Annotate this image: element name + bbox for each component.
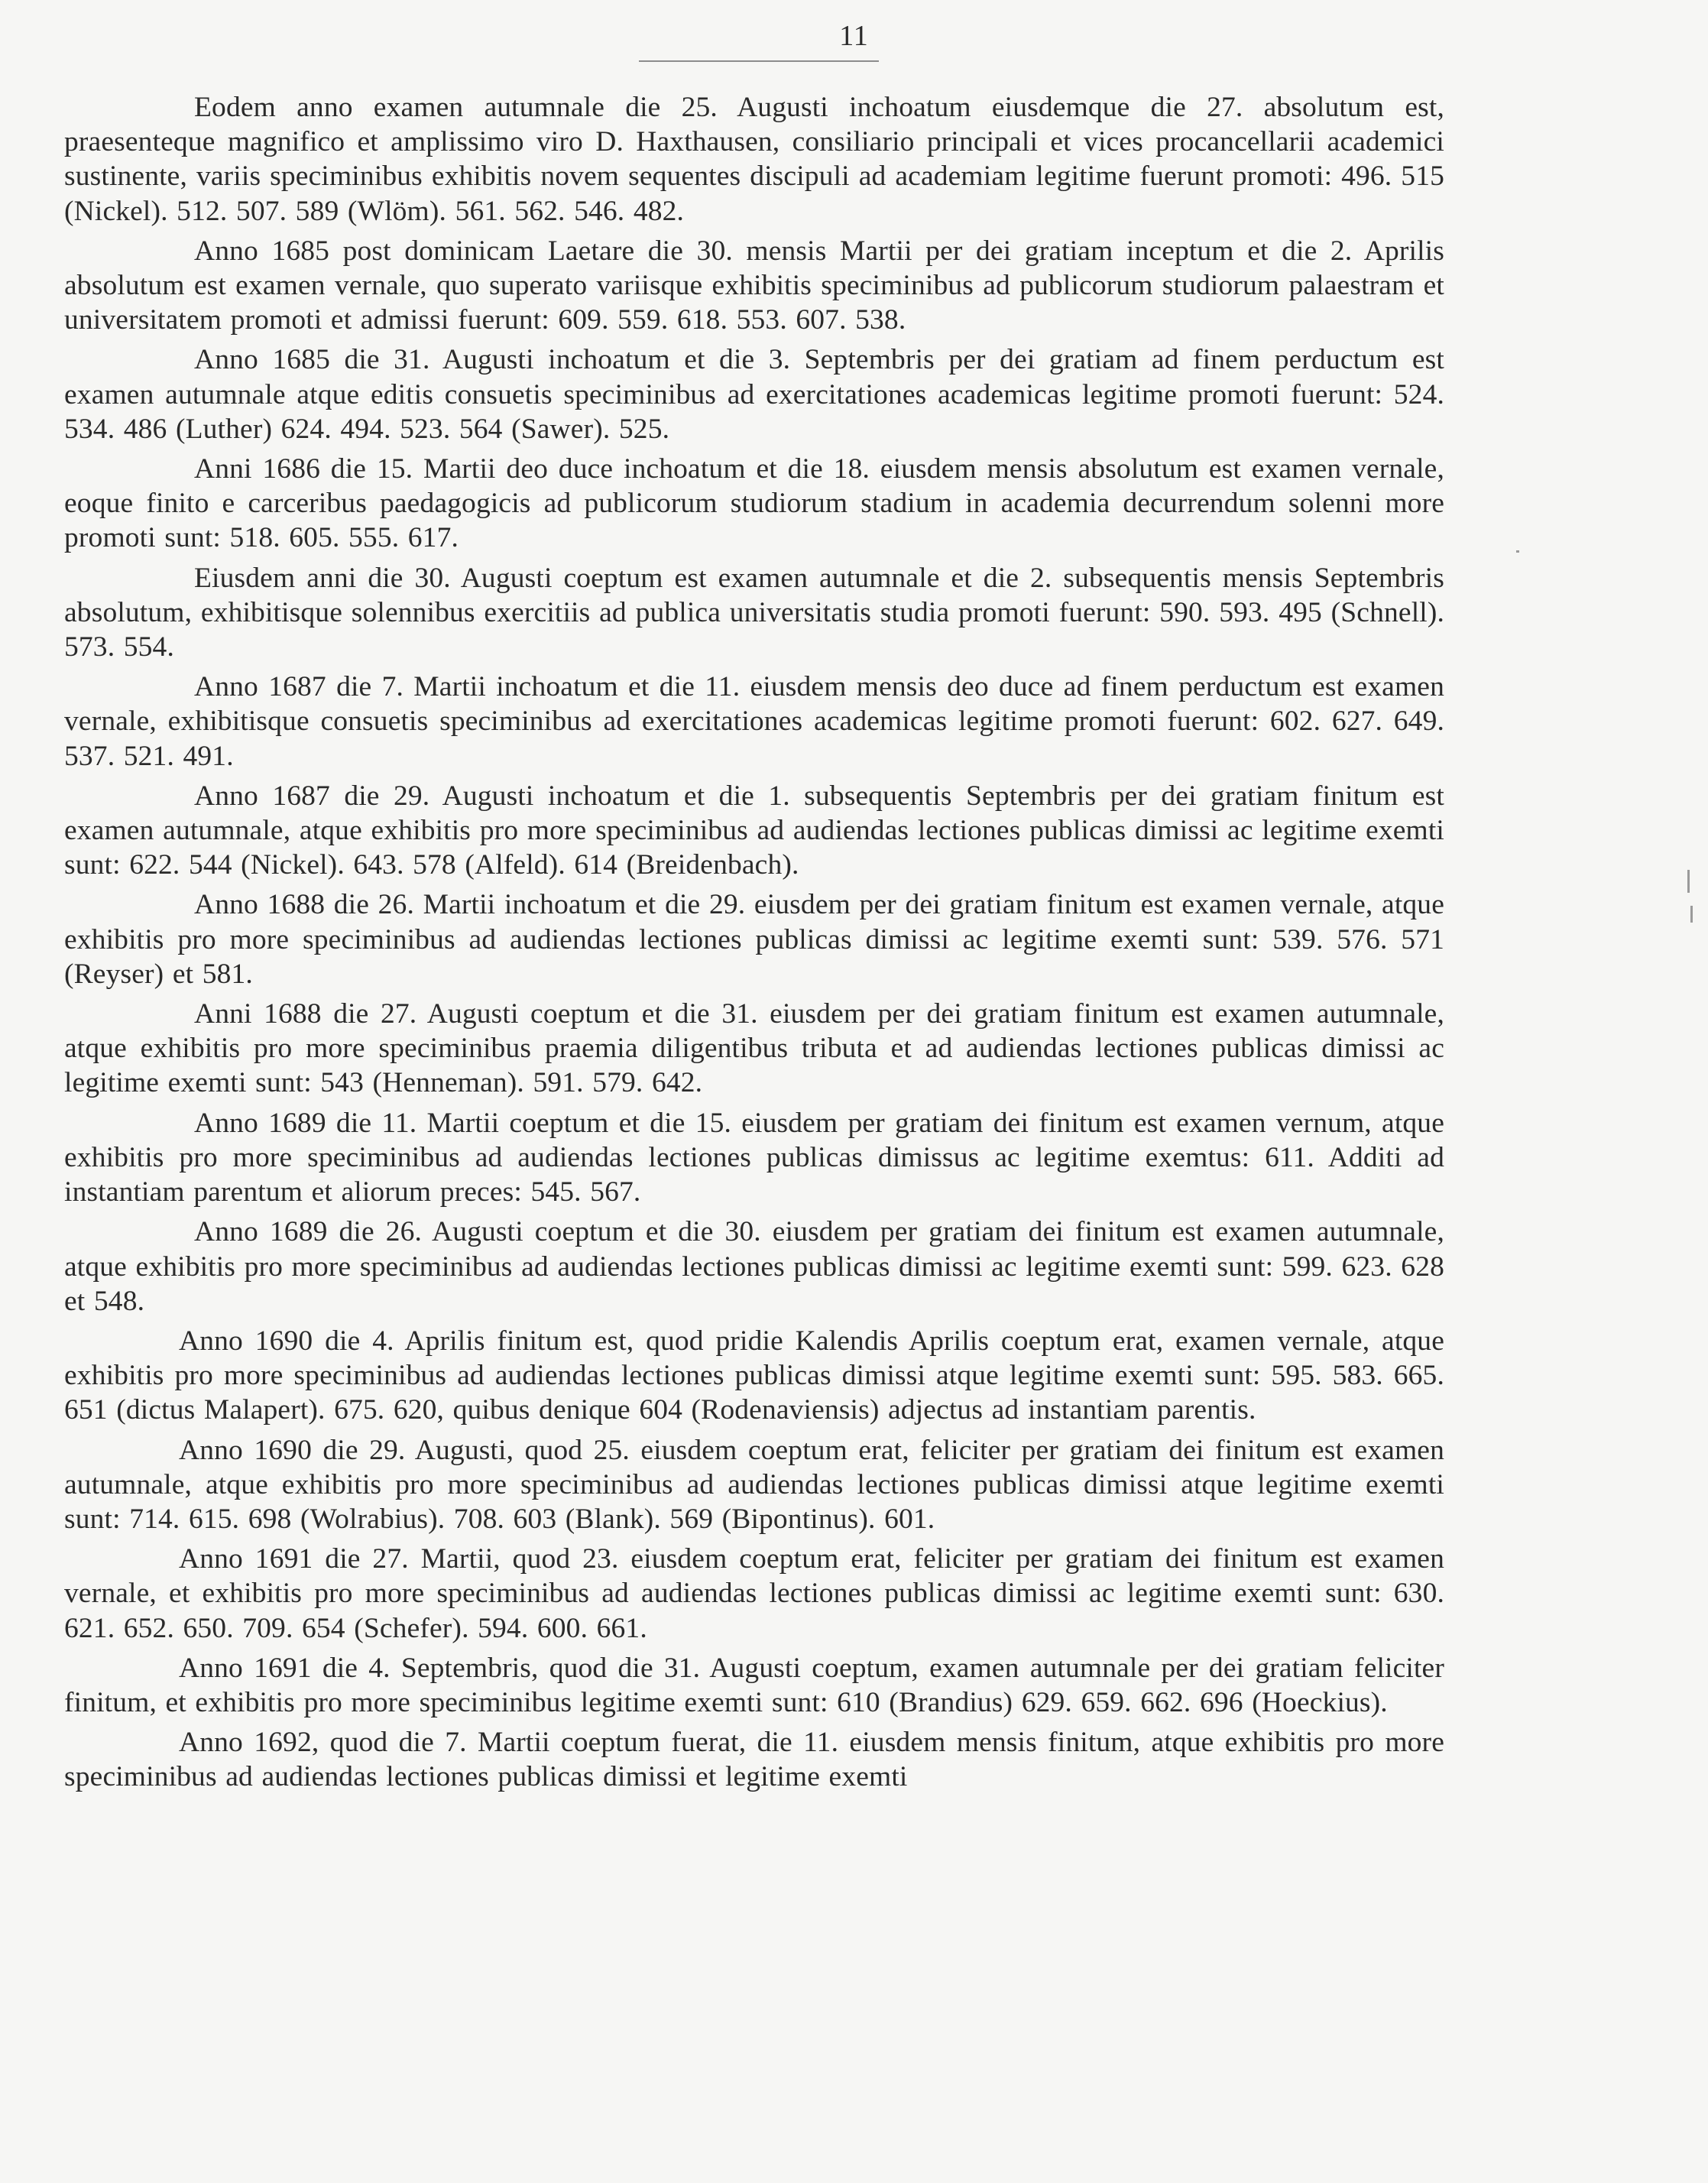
paragraph-5: Eiusdem anni die 30. Augusti coeptum est examen autumnale et die 2. subsequentis mensis Septembris absolutum, exhibitisque solennibus exercitiis ad publica universitatis studia promoti fuerunt: 590. 593. 495 (Schnell). 573. 554.	[64, 562, 1444, 663]
text-body	[64, 90, 1444, 1800]
scan-margin-mark	[1687, 870, 1690, 893]
paragraph-14: Anno 1691 die 27. Martii, quod 23. eiusdem coeptum erat, feliciter per gratiam dei finitum est examen vernale, et exhibitis pro more speciminibus ad audiendas lectiones publicas dimissi ac legitime exemti sunt: 630. 621. 652. 650. 709. 654 (Schefer). 594. 600. 661.	[64, 1543, 1444, 1644]
paragraph-12: Anno 1690 die 4. Aprilis finitum est, quod pridie Kalendis Aprilis coeptum erat, examen vernale, atque exhibitis pro more speciminibus ad audiendas lectiones publicas dimissi atque legitime exemti sunt: 595. 583. 665. 651 (dictus Malapert). 675. 620, quibus denique 604 (Rodenaviensis) adjectus ad instantiam parentis.	[64, 1325, 1444, 1426]
paragraph-8: Anno 1688 die 26. Martii inchoatum et die 29. eiusdem per dei gratiam finitum est examen vernale, atque exhibitis pro more speciminibus ad audiendas lectiones publicas dimissi ac legitime exemti sunt: 539. 576. 571 (Reyser) et 581.	[64, 889, 1444, 990]
page-number: 11	[839, 20, 869, 52]
paragraph-16: Anno 1692, quod die 7. Martii coeptum fuerat, die 11. eiusdem mensis finitum, atque exhibitis pro more speciminibus ad audiendas lectiones publicas dimissi et legitime exemti	[64, 1727, 1444, 1793]
paragraph-4: Anni 1686 die 15. Martii deo duce inchoatum et die 18. eiusdem mensis absolutum est examen vernale, eoque finito e carceribus paedagogicis ad publicorum studiorum stadium in academia decurrendum solenni more promoti sunt: 518. 605. 555. 617.	[64, 453, 1444, 554]
paragraph-2: Anno 1685 post dominicam Laetare die 30. mensis Martii per dei gratiam inceptum et die 2. Aprilis absolutum est examen vernale, quo superato variisque exhibitis speciminibus ad publicorum studiorum palaestram et universitatem promoti et admissi fuerunt: 609. 559. 618. 553. 607. 538.	[64, 235, 1444, 336]
paragraph-11: Anno 1689 die 26. Augusti coeptum et die 30. eiusdem per gratiam dei finitum est examen autumnale, atque exhibitis pro more speciminibus ad audiendas lectiones publicas dimissi ac legitime exemti sunt: 599. 623. 628 et 548.	[64, 1216, 1444, 1317]
paragraph-10: Anno 1689 die 11. Martii coeptum et die 15. eiusdem per gratiam dei finitum est examen vernum, atque exhibitis pro more speciminibus ad audiendas lectiones publicas dimissus ac legitime exemtus: 611. Additi ad instantiam parentum et aliorum preces: 545. 567.	[64, 1107, 1444, 1208]
paragraph-13: Anno 1690 die 29. Augusti, quod 25. eiusdem coeptum erat, feliciter per gratiam dei finitum est examen autumnale, atque exhibitis pro more speciminibus ad audiendas lectiones publicas dimissi atque legitime exemti sunt: 714. 615. 698 (Wolrabius). 708. 603 (Blank). 569 (Bipontinus). 601.	[64, 1434, 1444, 1535]
paragraph-7: Anno 1687 die 29. Augusti inchoatum et die 1. subsequentis Septembris per dei gratiam finitum est examen autumnale, atque exhibitis pro more speciminibus ad audiendas lectiones publicas dimissi ac legitime exemti sunt: 622. 544 (Nickel). 643. 578 (Alfeld). 614 (Breidenbach).	[64, 780, 1444, 881]
header-rule	[639, 60, 879, 62]
paragraph-6: Anno 1687 die 7. Martii inchoatum et die 11. eiusdem mensis deo duce ad finem perductum est examen vernale, exhibitisque consuetis speciminibus ad exercitationes academicas legitime promoti fuerunt: 602. 627. 649. 537. 521. 491.	[64, 671, 1444, 772]
paragraph-15: Anno 1691 die 4. Septembris, quod die 31. Augusti coeptum, examen autumnale per dei gratiam feliciter finitum, et exhibitis pro more speciminibus legitime exemti sunt: 610 (Brandius) 629. 659. 662. 696 (Hoeckius).	[64, 1652, 1444, 1718]
scan-speck	[1516, 550, 1519, 553]
scan-margin-mark	[1690, 906, 1693, 923]
paragraph-1: Eodem anno examen autumnale die 25. Augusti inchoatum eiusdemque die 27. absolutum est, praesenteque magnifico et amplissimo viro D. Haxthausen, consiliario principali et vices procancellarii academici sustinente, variis speciminibus exhibitis novem sequentes discipuli ad academiam legitime fuerunt promoti: 496. 515 (Nickel). 512. 507. 589 (Wlöm). 561. 562. 546. 482.	[64, 92, 1444, 227]
paragraph-3: Anno 1685 die 31. Augusti inchoatum et die 3. Septembris per dei gratiam ad finem perductum est examen autumnale atque editis consuetis speciminibus ad exercitationes academicas legitime promoti fuerunt: 524. 534. 486 (Luther) 624. 494. 523. 564 (Sawer). 525.	[64, 344, 1444, 445]
paragraph-9: Anni 1688 die 27. Augusti coeptum et die 31. eiusdem per dei gratiam finitum est examen autumnale, atque exhibitis pro more speciminibus praemia diligentibus tributa et ad audiendas lectiones publicas dimissi ac legitime exemti sunt: 543 (Henneman). 591. 579. 642.	[64, 998, 1444, 1099]
